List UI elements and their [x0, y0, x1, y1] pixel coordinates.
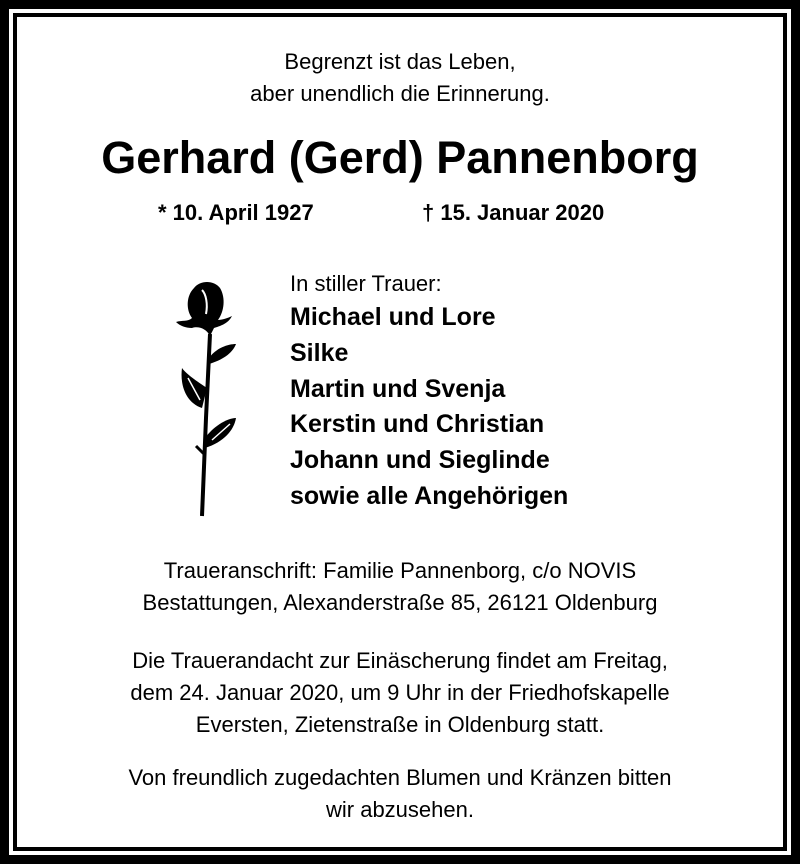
motto-line: Begrenzt ist das Leben, — [284, 49, 516, 74]
ceremony-line: Eversten, Zietenstraße in Oldenburg statt. — [195, 712, 605, 737]
mourner: Silke — [290, 338, 349, 367]
ceremony-info — [0, 645, 800, 741]
deceased-name: Gerhard (Gerd) Pannenborg — [101, 132, 699, 183]
mourner: Martin und Svenja — [290, 374, 506, 403]
ceremony-line: Die Trauerandacht zur Einäscherung findet am Freitag, — [132, 648, 668, 673]
flowers-line: Von freundlich zugedachten Blumen und Kränzen bitten — [128, 765, 672, 790]
mourning-address — [0, 555, 800, 619]
flowers-note — [0, 762, 800, 826]
mourner: Kerstin und Christian — [290, 410, 545, 439]
mourner: sowie alle Angehörigen — [290, 481, 569, 510]
flowers-line: wir abzusehen. — [326, 797, 474, 822]
motto-line: aber unendlich die Erinnerung. — [250, 81, 550, 106]
address-line: Bestattungen, Alexanderstraße 85, 26121 Oldenburg — [142, 590, 658, 615]
motto — [0, 46, 800, 110]
rose-icon — [172, 278, 238, 518]
mourners-section — [290, 268, 568, 515]
mourner: Michael und Lore — [290, 303, 496, 331]
birth-date: * 10. April 1927 — [158, 200, 314, 225]
mourners-list — [290, 300, 568, 515]
address-line: Traueranschrift: Familie Pannenborg, c/o NOVIS — [163, 558, 637, 583]
mourner: Johann und Sieglinde — [290, 446, 550, 475]
ceremony-line: dem 24. Januar 2020, um 9 Uhr in der Friedhofskapelle — [130, 680, 670, 705]
death-date: † 15. Januar 2020 — [422, 200, 605, 225]
mourners-label: In stiller Trauer: — [290, 271, 442, 296]
